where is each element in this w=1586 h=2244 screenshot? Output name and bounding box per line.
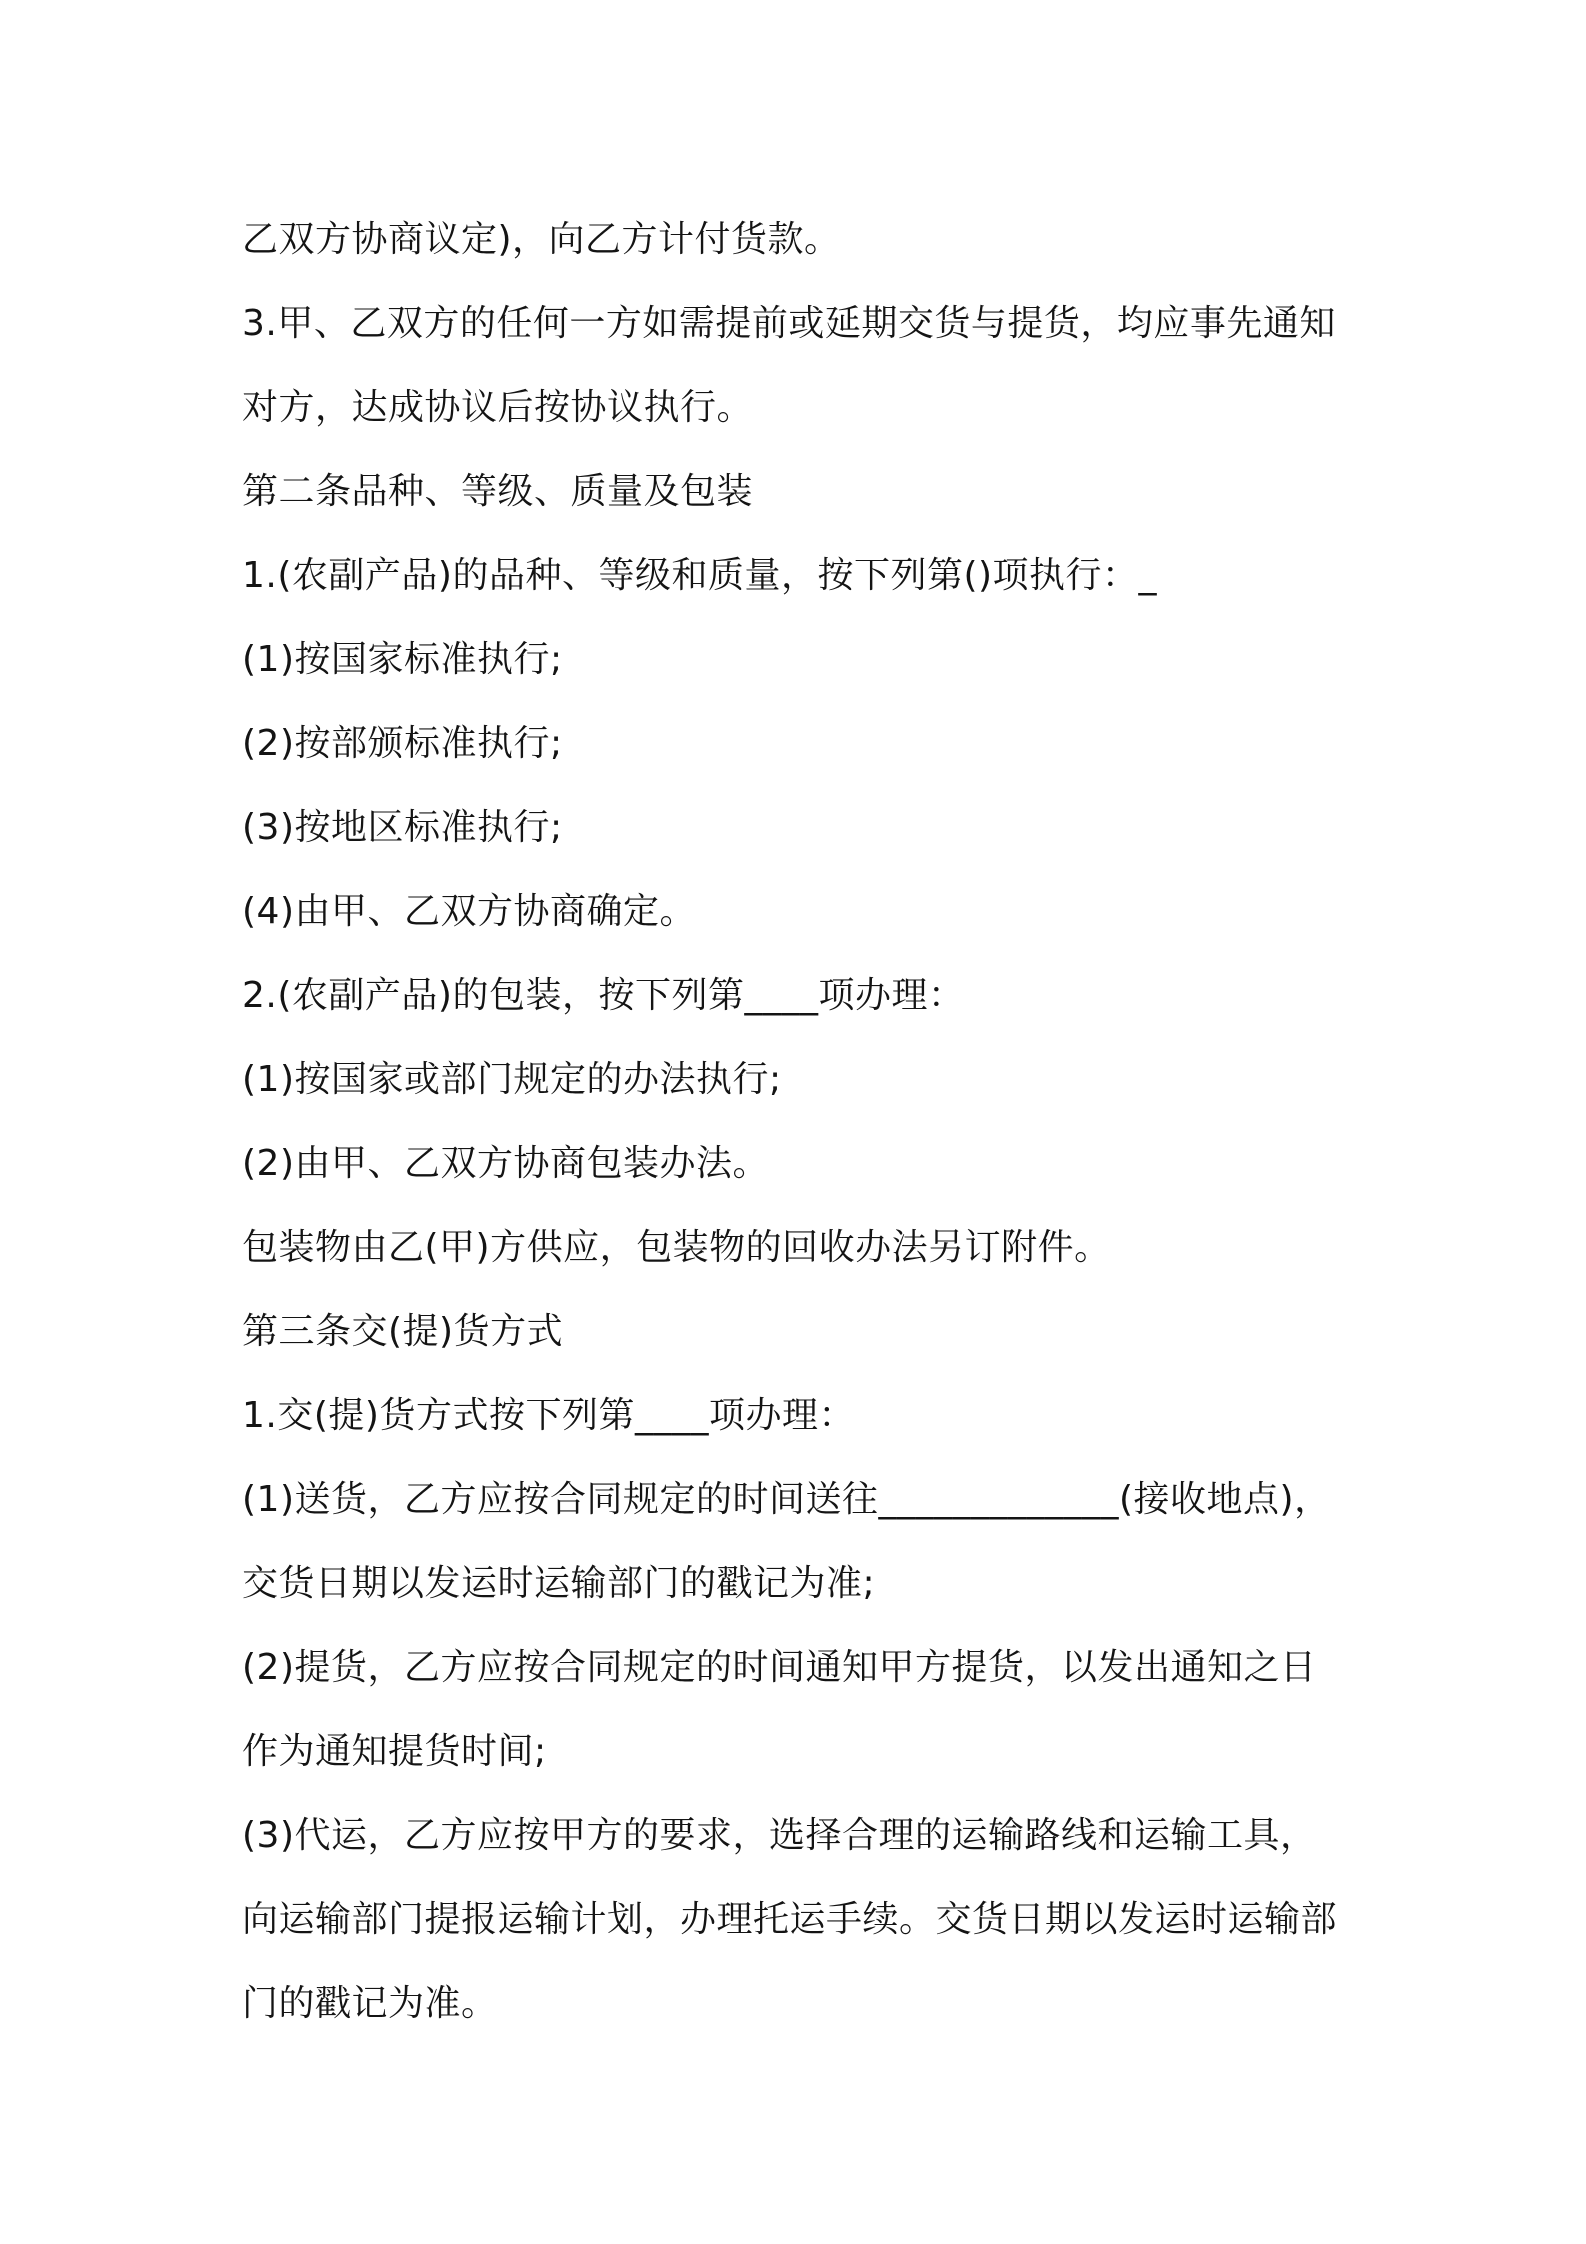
text-line-16: (1)送货，乙方应按合同规定的时间送往_____________(接收地点)， (242, 1479, 1331, 1520)
text-line-15: 1.交(提)货方式按下列第____项办理： (242, 1395, 855, 1436)
text-line-1: 乙双方协商议定)，向乙方计付货款。 (242, 219, 841, 260)
text-line-10: 2.(农副产品)的包装，按下列第____项办理： (242, 975, 965, 1016)
text-line-11: (1)按国家或部门规定的办法执行; (242, 1059, 782, 1100)
article-heading-3: 第三条交(提)货方式 (242, 1311, 564, 1352)
text-line-8: (3)按地区标准执行; (242, 807, 563, 848)
text-line-2: 3.甲、乙双方的任何一方如需提前或延期交货与提货，均应事先通知 (242, 303, 1336, 344)
text-line-7: (2)按部颁标准执行; (242, 723, 563, 764)
text-line-22: 门的戳记为准。 (242, 1983, 498, 2024)
text-line-5: 1.(农副产品)的品种、等级和质量，按下列第()项执行：_ (242, 555, 1158, 596)
text-line-3: 对方，达成协议后按协议执行。 (242, 387, 754, 428)
text-line-17: 交货日期以发运时运输部门的戳记为准; (242, 1563, 876, 1604)
text-line-13: 包装物由乙(甲)方供应，包装物的回收办法另订附件。 (242, 1227, 1111, 1268)
text-line-20: (3)代运，乙方应按甲方的要求，选择合理的运输路线和运输工具， (242, 1815, 1317, 1856)
text-line-9: (4)由甲、乙双方协商确定。 (242, 891, 696, 932)
text-line-6: (1)按国家标准执行; (242, 639, 563, 680)
article-heading-2: 第二条品种、等级、质量及包装 (242, 471, 754, 512)
text-line-21: 向运输部门提报运输计划，办理托运手续。交货日期以发运时运输部 (242, 1899, 1338, 1940)
text-line-19: 作为通知提货时间; (242, 1731, 547, 1772)
document-body (242, 198, 1362, 2046)
text-line-18: (2)提货，乙方应按合同规定的时间通知甲方提货，以发出通知之日 (242, 1647, 1317, 1688)
text-line-12: (2)由甲、乙双方协商包装办法。 (242, 1143, 769, 1184)
